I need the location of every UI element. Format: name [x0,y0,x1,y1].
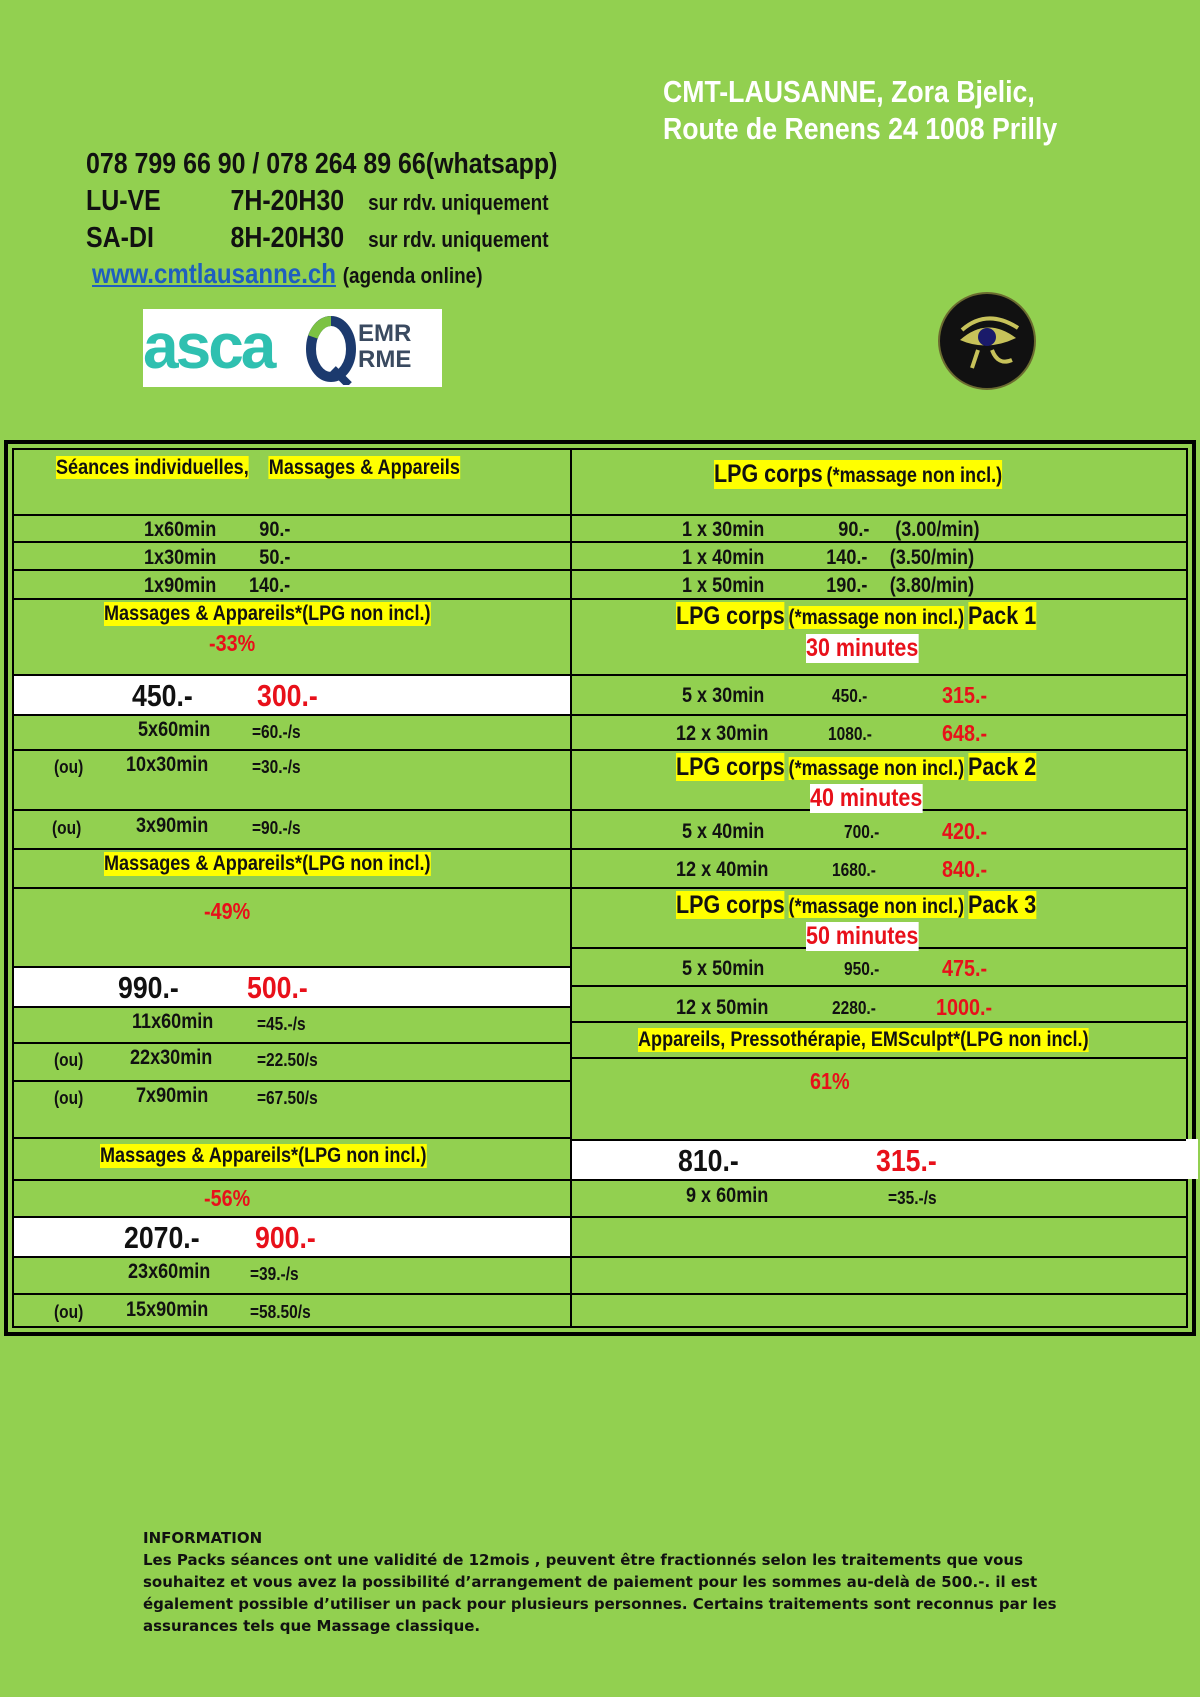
information-block [143,1527,1063,1637]
pack3-old-price: 2070.- [124,1220,200,1255]
pack2-line1-rate: =45.-/s [257,1014,306,1034]
pack3-new-price: 900.- [255,1220,316,1255]
app-old-price: 810.- [678,1143,739,1178]
app-rate: =35.-/s [888,1188,937,1208]
pack2-line3-rate: =67.50/s [257,1088,318,1108]
price-table [4,440,1196,1336]
eye-of-horus-logo [938,292,1036,390]
lpg-pack1-row1-new: 315.- [942,682,988,708]
emr-q-logo-icon [303,313,361,385]
eye-icon [940,294,1034,388]
pack2-title: Massages & Appareils*(LPG non incl.) [104,852,431,875]
company-block [663,73,1121,147]
pack2-discount: -49% [204,898,251,924]
app-duration: 9 x 60min [686,1184,769,1207]
pack1-line3: 3x90min [136,814,209,837]
pack2-line2-ou: (ou) [54,1050,84,1070]
contact-block [86,146,634,257]
lpg-single-30: 1 x 30min 90.- (3.00/min) [682,518,980,541]
pack1-line2-rate: =30.-/s [252,757,301,777]
website-row [92,258,546,290]
lpg-pack1-minutes: 30 minutes [806,634,919,662]
website-note: (agenda online) [342,263,483,288]
lpg-pack3-row2-old: 2280.- [832,998,876,1018]
lpg-pack2-row1-new: 420.- [942,818,988,844]
pack1-line2-ou: (ou) [54,757,84,777]
lpg-pack3-row1-old: 950.- [844,959,880,979]
lpg-pack3-row1-new: 475.- [942,955,988,981]
app-new-price: 315.- [876,1143,937,1178]
info-title: INFORMATION [143,1529,263,1547]
company-address: Route de Renens 24 1008 Prilly [663,111,1058,146]
lpg-pack2-row1-old: 700.- [844,822,880,842]
pack1-new-price: 300.- [257,678,318,713]
single-90: 1x90min 140.- [144,574,291,597]
pack2-old-price: 990.- [118,970,179,1005]
lpg-pack2-row2: 12 x 40min [676,858,769,881]
pack3-line1-rate: =39.-/s [250,1264,299,1284]
asca-logo: asca [143,310,274,382]
pack1-line2: 10x30min [126,753,209,776]
lpg-pack2-row2-old: 1680.- [832,860,876,880]
accreditation-logos [143,309,442,387]
lpg-pack2-row2-new: 840.- [942,856,988,882]
pack1-line1-rate: =60.-/s [252,722,301,742]
hours-weekdays: LU-VE 7H-20H30 sur rdv. uniquement [86,185,549,217]
phone-numbers[interactable]: 078 799 66 90 / 078 264 89 66(whatsapp) [86,148,558,180]
pack3-line1: 23x60min [128,1260,211,1283]
lpg-pack3-minutes: 50 minutes [806,922,919,950]
lpg-pack1-row2-old: 1080.- [828,724,872,744]
lpg-header: LPG corps (*massage non incl.) [714,460,1003,488]
pack2-line2-rate: =22.50/s [257,1050,318,1070]
lpg-pack1-row1-old: 450.- [832,686,868,706]
website-link[interactable]: www.cmtlausanne.ch [92,258,336,289]
pack2-line3: 7x90min [136,1084,209,1107]
pack1-line3-rate: =90.-/s [252,818,301,838]
pack2-line3-ou: (ou) [54,1088,84,1108]
emr-logo-text: EMR RME [358,320,412,373]
pack1-line1: 5x60min [138,718,211,741]
pack1-line3-ou: (ou) [52,818,82,838]
lpg-pack1-row2: 12 x 30min [676,722,769,745]
lpg-pack3-row2-new: 1000.- [936,994,993,1020]
pack2-line2: 22x30min [130,1046,213,1069]
pack1-title: Massages & Appareils*(LPG non incl.) [104,602,431,625]
pack1-old-price: 450.- [132,678,193,713]
lpg-single-40: 1 x 40min 140.- (3.50/min) [682,546,975,569]
app-title: Appareils, Pressothérapie, EMSculpt*(LPG non incl.) [638,1028,1089,1051]
lpg-pack2-minutes: 40 minutes [810,784,923,812]
left-header: Séances individuelles, Massages & Appareils [56,456,460,479]
lpg-pack1-row1: 5 x 30min [682,684,765,707]
info-text: Les Packs séances ont une validité de 12mois , peuvent être fractionnés selon les traitements que vous souhaitez et vous avez la possibilité d’arrangement de paiement pour les sommes au-delà de 500.-. il est également possible d’utiliser un pack pour plusieurs personnes. Certains traitements sont reconnus par les assurances tels que Massage classique. [143,1551,1057,1635]
pack3-line2: 15x90min [126,1298,209,1321]
pack1-discount: -33% [209,630,256,656]
lpg-single-50: 1 x 50min 190.- (3.80/min) [682,574,975,597]
single-60: 1x60min 90.- [144,518,291,541]
pack3-line2-rate: =58.50/s [250,1302,311,1322]
pack2-new-price: 500.- [247,970,308,1005]
lpg-pack2-title: LPG corps (*massage non incl.) Pack 2 [676,753,1037,781]
lpg-pack3-row1: 5 x 50min [682,957,765,980]
app-discount: 61% [810,1068,850,1094]
pack2-line1: 11x60min [132,1010,214,1033]
lpg-pack1-title: LPG corps (*massage non incl.) Pack 1 [676,602,1037,630]
pack3-line2-ou: (ou) [54,1302,84,1322]
company-name: CMT-LAUSANNE, Zora Bjelic, [663,74,1035,109]
lpg-pack2-row1: 5 x 40min [682,820,765,843]
pack3-discount: -56% [204,1185,251,1211]
lpg-pack1-row2-new: 648.- [942,720,988,746]
lpg-pack3-row2: 12 x 50min [676,996,769,1019]
single-30: 1x30min 50.- [144,546,291,569]
pack3-title: Massages & Appareils*(LPG non incl.) [100,1144,427,1167]
lpg-pack3-title: LPG corps (*massage non incl.) Pack 3 [676,891,1037,919]
hours-weekend: SA-DI 8H-20H30 sur rdv. uniquement [86,222,549,254]
